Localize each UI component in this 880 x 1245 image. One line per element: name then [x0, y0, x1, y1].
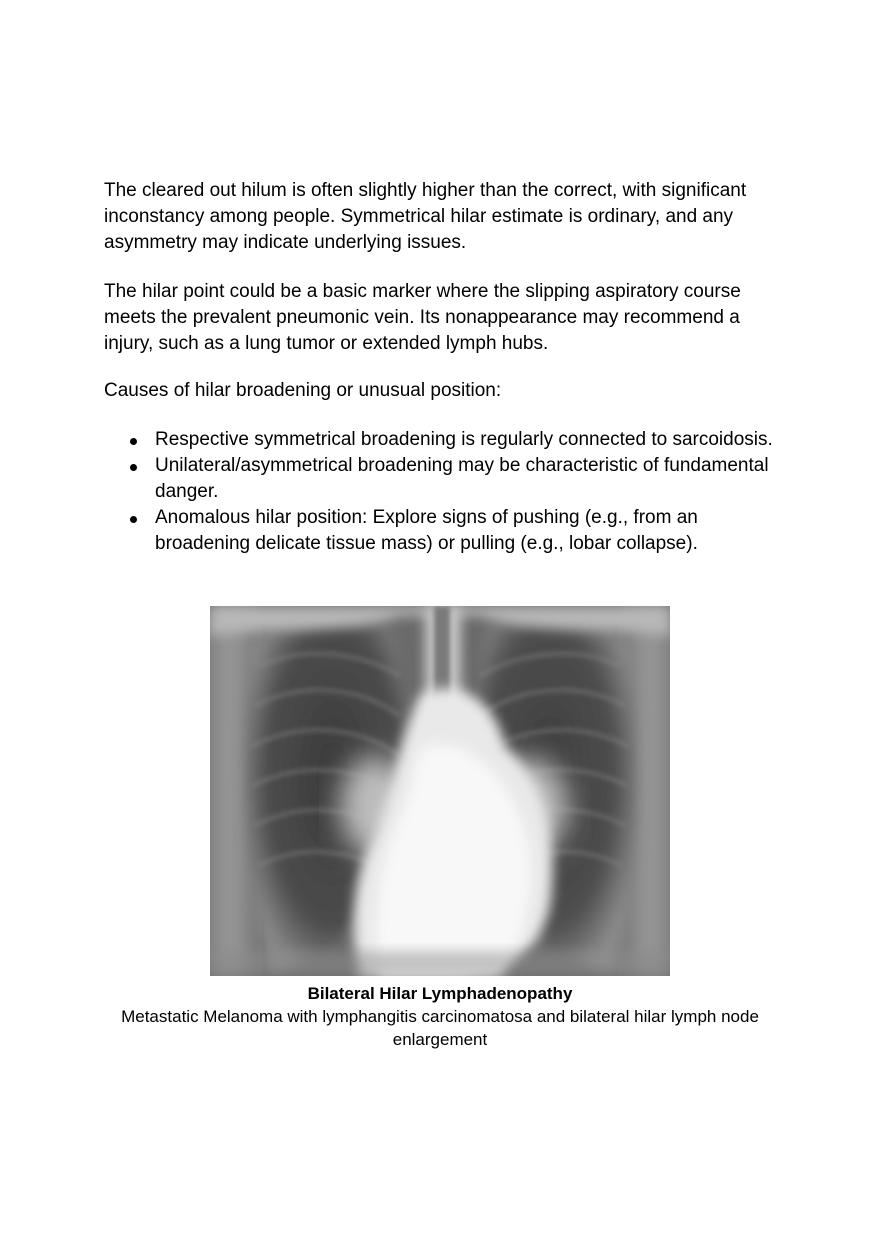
list-item-text: Unilateral/asymmetrical broadening may be characteristic of fundamental danger.	[155, 455, 769, 502]
bullet-icon	[130, 438, 137, 445]
causes-list	[104, 427, 776, 557]
paragraph-hilar-point: The hilar point could be a basic marker where the slipping aspiratory course meets the prevalent pneumonic vein. Its nonappearance may recommend a injury, such as a lung tumor or extended lymph hubs.	[104, 281, 741, 354]
figure-caption-title: Bilateral Hilar Lymphadenopathy	[307, 984, 573, 1003]
chest-xray-image	[210, 606, 670, 976]
list-item-text: Respective symmetrical broadening is regularly connected to sarcoidosis.	[155, 429, 773, 450]
list-item-text: Anomalous hilar position: Explore signs of pushing (e.g., from an broadening delicate tissue mass) or pulling (e.g., lobar collapse).	[155, 507, 698, 554]
bullet-icon	[130, 516, 137, 523]
list-item	[104, 505, 776, 557]
figure-caption-text: Metastatic Melanoma with lymphangitis carcinomatosa and bilateral hilar lymph node enlargement	[121, 1007, 759, 1049]
bullet-icon	[130, 464, 137, 471]
list-item	[104, 453, 776, 505]
paragraph-hilum-position: The cleared out hilum is often slightly higher than the correct, with significant inconstancy among people. Symmetrical hilar estimate is ordinary, and any asymmetry may indicate underlying issues.	[104, 180, 747, 253]
list-item	[104, 427, 776, 453]
paragraph-causes-heading: Causes of hilar broadening or unusual position:	[104, 380, 502, 401]
